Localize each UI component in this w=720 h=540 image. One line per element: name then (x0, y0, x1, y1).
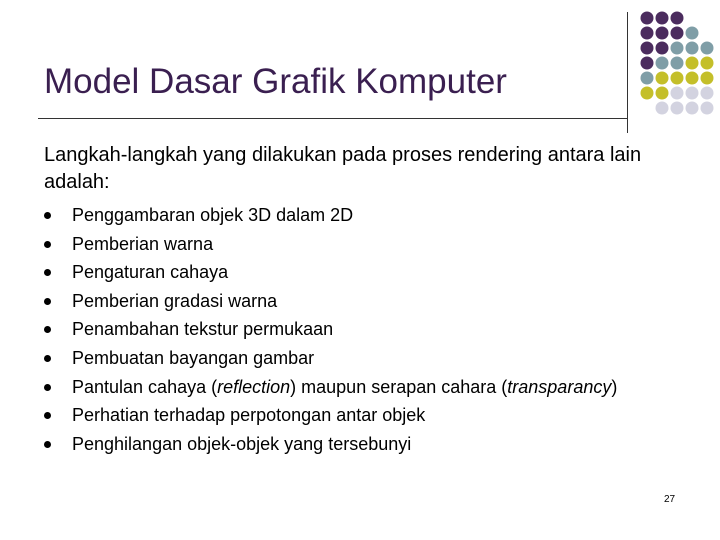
bullet-item (44, 258, 617, 287)
decor-dot (671, 57, 684, 70)
bullet-text: Penggambaran objek 3D dalam 2D (72, 205, 354, 225)
bullet-dot-icon (44, 355, 51, 362)
intro-text: Langkah-langkah yang dilakukan pada proses rendering antara lain adalah: (44, 144, 642, 193)
decor-dot (701, 102, 714, 115)
decor-dot (656, 87, 669, 100)
decor-dot (671, 42, 684, 55)
bullet-italic-term: reflection (217, 376, 291, 397)
decor-dot (686, 27, 699, 40)
bullet-item (44, 401, 617, 430)
decor-dot (686, 72, 699, 85)
bullet-item (44, 430, 617, 459)
bullet-dot-icon (44, 441, 51, 448)
bullet-item (44, 201, 617, 230)
bullet-text: Pemberian warna (72, 233, 214, 254)
decor-dot (671, 27, 684, 40)
decor-dot (701, 42, 714, 55)
bullet-italic-term: transparancy (507, 376, 612, 397)
bullet-text: Pembuatan bayangan gambar (72, 347, 315, 368)
decor-dot (641, 57, 654, 70)
bullet-dot-icon (44, 269, 51, 276)
bullet-dot-icon (44, 212, 51, 219)
slide-title: Model Dasar Grafik Komputer (44, 62, 507, 101)
decor-dot (656, 42, 669, 55)
decor-dot (701, 72, 714, 85)
decor-dot (641, 72, 654, 85)
decor-dot (671, 87, 684, 100)
bullet-text: Penghilangan objek-objek yang tersebunyi (72, 433, 412, 454)
bullet-item (44, 315, 617, 344)
decor-dot (671, 72, 684, 85)
bullet-text: Perhatian terhadap perpotongan antar objek (72, 405, 426, 426)
decor-dot (656, 57, 669, 70)
decor-dot (656, 102, 669, 115)
decor-dot (686, 102, 699, 115)
title-underline (38, 118, 628, 119)
bullet-text: Penambahan tekstur permukaan (72, 319, 334, 340)
bullet-item (44, 230, 617, 259)
bullet-text: Pengaturan cahaya (72, 262, 229, 283)
bullet-text: ) maupun serapan cahara ( (290, 376, 508, 397)
bullet-list (44, 201, 617, 458)
bullet-item (44, 344, 617, 373)
decor-dot (671, 12, 684, 25)
decor-dot (656, 27, 669, 40)
bullet-dot-icon (44, 412, 51, 419)
decor-dot (686, 42, 699, 55)
bullet-item (44, 287, 617, 316)
decor-dot (641, 42, 654, 55)
title-vertical-rule (627, 12, 628, 133)
bullet-text: ) (611, 376, 618, 397)
decor-dot (656, 72, 669, 85)
bullet-dot-icon (44, 241, 51, 248)
bullet-dot-icon (44, 298, 51, 305)
page-number: 27 (664, 494, 676, 505)
decor-dot (686, 87, 699, 100)
decor-dot (686, 57, 699, 70)
decor-dot (671, 102, 684, 115)
bullet-item (44, 373, 617, 402)
bullet-dot-icon (44, 384, 51, 391)
bullet-text: Pantulan cahaya ( (72, 376, 218, 397)
bullet-text: Pemberian gradasi warna (72, 290, 278, 311)
decor-dot (641, 87, 654, 100)
bullet-dot-icon (44, 326, 51, 333)
decor-dot (701, 87, 714, 100)
decor-dot (656, 12, 669, 25)
decor-dot (641, 27, 654, 40)
decor-dot (701, 57, 714, 70)
decor-dot (641, 12, 654, 25)
